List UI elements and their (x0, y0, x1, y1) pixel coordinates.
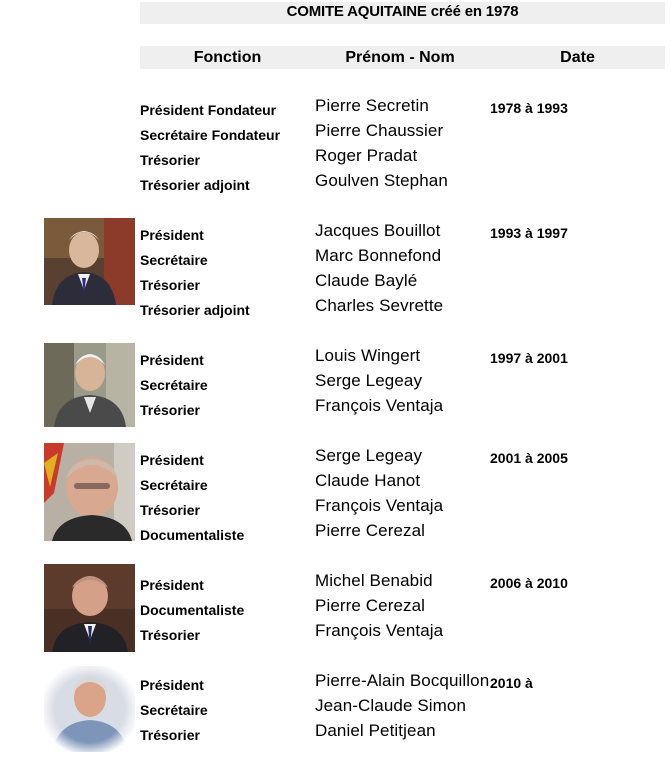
role-cell: Secrétaire (140, 377, 208, 393)
date-cell: 1993 à 1997 (490, 225, 568, 241)
name-cell: Claude Hanot (315, 471, 421, 490)
name-cell: Charles Sevrette (315, 296, 444, 315)
role-cell: Trésorier adjoint (140, 302, 250, 318)
name-cell: Jean-Claude Simon (315, 696, 467, 715)
table-row (0, 671, 671, 696)
name-cell: Pierre Cerezal (315, 521, 426, 540)
date-cell: 1978 à 1993 (490, 100, 568, 116)
table-row (0, 521, 671, 546)
role-cell: Président Fondateur (140, 102, 277, 118)
role-cell: Documentaliste (140, 527, 245, 543)
name-cell: François Ventaja (315, 621, 444, 640)
date-cell: 1997 à 2001 (490, 350, 568, 366)
name-cell: Goulven Stephan (315, 171, 448, 190)
name-cell: Serge Legeay (315, 446, 423, 465)
name-cell: Pierre Chaussier (315, 121, 444, 140)
table-row (0, 621, 671, 646)
role-cell: Secrétaire (140, 702, 208, 718)
table-row (0, 696, 671, 721)
role-cell: Secrétaire (140, 477, 208, 493)
role-cell: Documentaliste (140, 602, 245, 618)
role-cell: Trésorier (140, 402, 200, 418)
table-row (0, 571, 671, 596)
role-cell: Secrétaire Fondateur (140, 127, 281, 143)
table-row (0, 471, 671, 496)
role-cell: Président (140, 352, 204, 368)
name-cell: Louis Wingert (315, 346, 421, 365)
table-row (0, 346, 671, 371)
table-row (0, 596, 671, 621)
name-cell: Pierre Cerezal (315, 596, 426, 615)
table-row (0, 171, 671, 196)
name-cell: Jacques Bouillot (315, 221, 441, 240)
table-row (0, 396, 671, 421)
column-header-nom: Prénom - Nom (345, 49, 455, 66)
role-cell: Trésorier (140, 627, 200, 643)
table-row (0, 721, 671, 746)
role-cell: Trésorier (140, 277, 200, 293)
column-header-date: Date (560, 49, 595, 66)
name-cell: Michel Benabid (315, 571, 433, 590)
table-row (0, 246, 671, 271)
table-row (0, 296, 671, 321)
table-row (0, 446, 671, 471)
table-row (0, 146, 671, 171)
role-cell: Trésorier (140, 152, 200, 168)
page-title: COMITE AQUITAINE créé en 1978 (286, 3, 519, 20)
table-row (0, 371, 671, 396)
table-row (0, 271, 671, 296)
name-cell: François Ventaja (315, 496, 444, 515)
date-cell: 2006 à 2010 (490, 575, 568, 591)
role-cell: Président (140, 227, 204, 243)
column-header-fonction: Fonction (193, 49, 262, 66)
date-cell: 2001 à 2005 (490, 450, 568, 466)
name-cell: François Ventaja (315, 396, 444, 415)
table-row (0, 221, 671, 246)
role-cell: Président (140, 452, 204, 468)
name-cell: Claude Baylé (315, 271, 418, 290)
name-cell: Serge Legeay (315, 371, 423, 390)
table-row (0, 96, 671, 121)
date-cell: 2010 à (490, 675, 533, 691)
role-cell: Trésorier (140, 502, 200, 518)
role-cell: Trésorier (140, 727, 200, 743)
name-cell: Pierre-Alain Bocquillon (315, 671, 490, 690)
role-cell: Trésorier adjoint (140, 177, 250, 193)
role-cell: Président (140, 677, 204, 693)
name-cell: Marc Bonnefond (315, 246, 442, 265)
name-cell: Daniel Petitjean (315, 721, 436, 740)
name-cell: Pierre Secretin (315, 96, 429, 115)
role-cell: Secrétaire (140, 252, 208, 268)
name-cell: Roger Pradat (315, 146, 418, 165)
role-cell: Président (140, 577, 204, 593)
table-row (0, 121, 671, 146)
table-row (0, 496, 671, 521)
